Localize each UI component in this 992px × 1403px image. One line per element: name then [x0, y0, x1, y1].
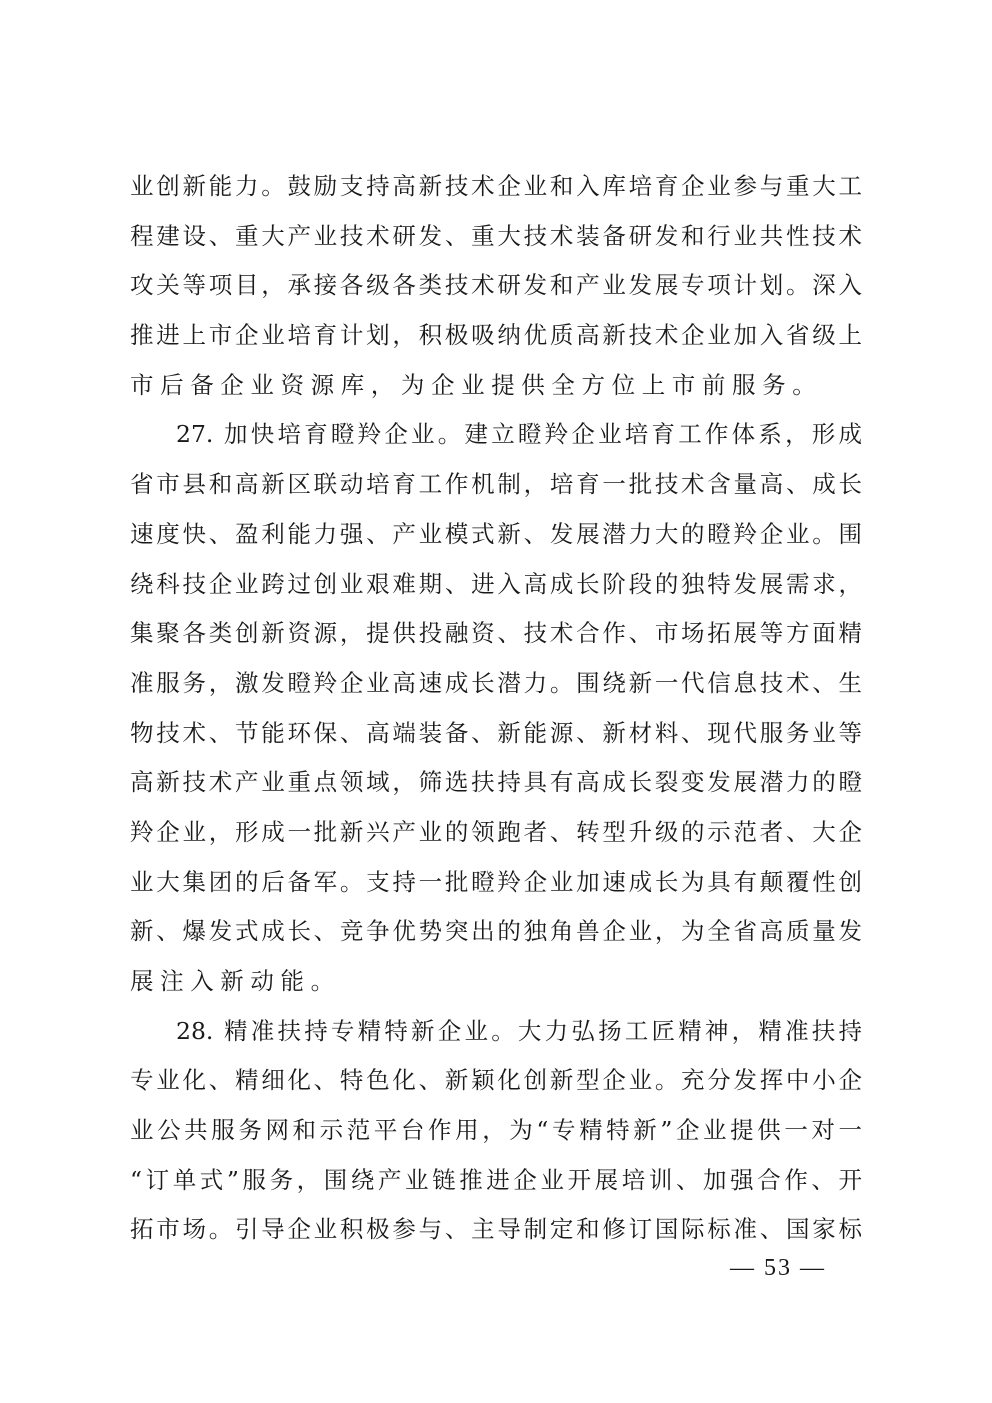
text-line: “订单式”服务，围绕产业链推进企业开展培训、加强合作、开	[130, 1165, 862, 1194]
text-line: 省市县和高新区联动培育工作机制，培育一批技术含量高、成长	[130, 470, 862, 499]
text-line: 高新技术产业重点领域，筛选扶持具有高成长裂变发展潜力的瞪	[130, 768, 862, 797]
text-line: 攻关等项目，承接各级各类技术研发和产业发展专项计划。深入	[130, 271, 862, 300]
text-line: 展注入新动能。	[130, 967, 341, 995]
text-line: 绕科技企业跨过创业艰难期、进入高成长阶段的独特发展需求，	[130, 569, 862, 598]
text-line: 羚企业，形成一批新兴产业的领跑者、转型升级的示范者、大企	[130, 817, 862, 846]
body-text	[130, 168, 862, 1261]
text-line: 推进上市企业培育计划，积极吸纳优质高新技术企业加入省级上	[130, 321, 862, 350]
text-line: 物技术、节能环保、高端装备、新能源、新材料、现代服务业等	[130, 718, 862, 747]
text-line: 市后备企业资源库，为企业提供全方位上市前服务。	[130, 370, 823, 399]
text-line: 准服务，激发瞪羚企业高速成长潜力。围绕新一代信息技术、生	[130, 668, 862, 697]
text-line: 专业化、精细化、特色化、新颖化创新型企业。充分发挥中小企	[130, 1066, 862, 1095]
text-line: 程建设、重大产业技术研发、重大技术装备研发和行业共性技术	[130, 221, 862, 250]
section-28-heading-line: 28. 精准扶持专精特新企业。大力弘扬工匠精神，精准扶持	[176, 1016, 862, 1045]
text-line: 业创新能力。鼓励支持高新技术企业和入库培育企业参与重大工	[130, 172, 862, 200]
text-line: 新、爆发式成长、竞争优势突出的独角兽企业，为全省高质量发	[130, 917, 862, 946]
section-27-heading-line: 27. 加快培育瞪羚企业。建立瞪羚企业培育工作体系，形成	[176, 420, 862, 449]
page-number: — 53 —	[730, 1255, 826, 1281]
text-line: 速度快、盈利能力强、产业模式新、发展潜力大的瞪羚企业。围	[130, 519, 862, 548]
text-line: 业大集团的后备军。支持一批瞪羚企业加速成长为具有颠覆性创	[130, 867, 862, 896]
text-line: 拓市场。引导企业积极参与、主导制定和修订国际标准、国家标	[130, 1215, 862, 1244]
text-line: 业公共服务网和示范平台作用，为“专精特新”企业提供一对一	[130, 1116, 862, 1145]
text-line: 集聚各类创新资源，提供投融资、技术合作、市场拓展等方面精	[130, 619, 862, 648]
